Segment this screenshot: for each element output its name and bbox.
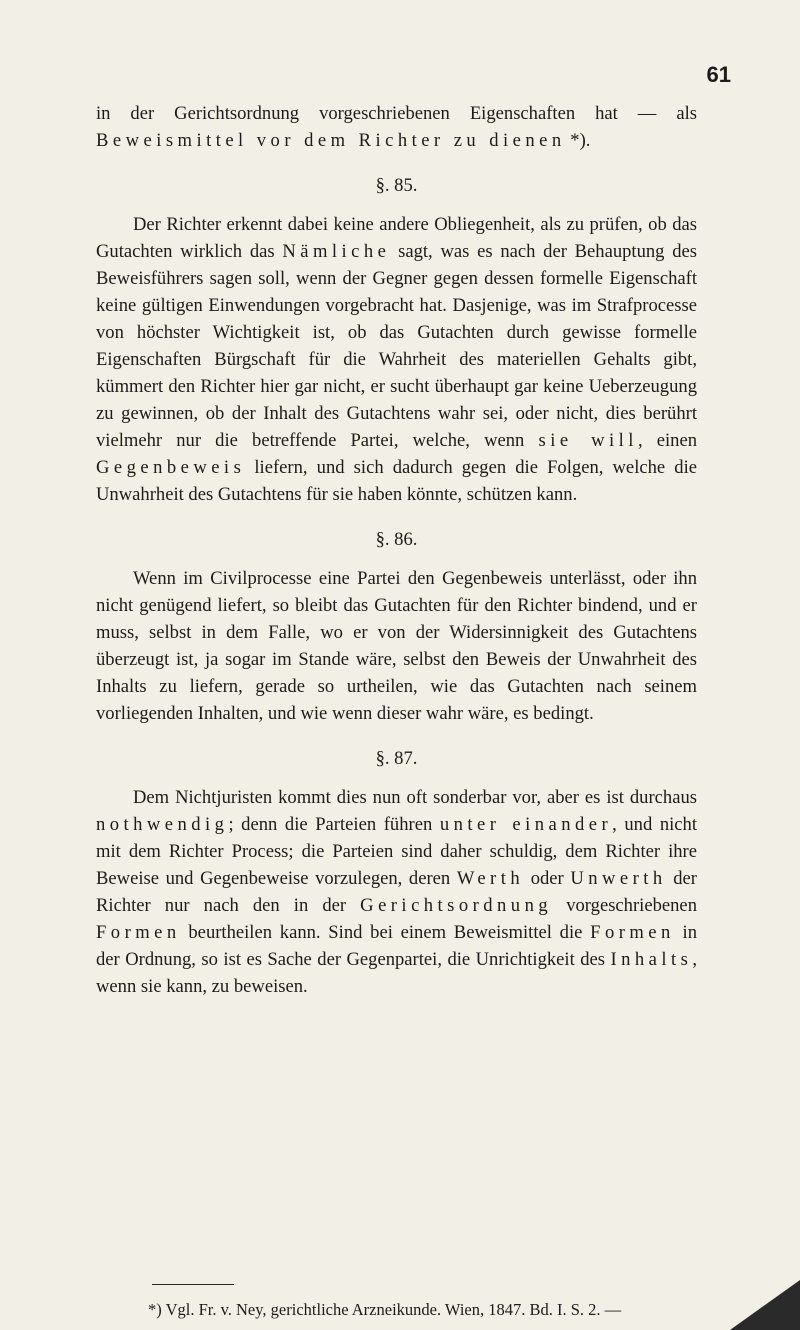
section-heading-87: §. 87.: [375, 748, 418, 769]
paragraph-85: [96, 211, 697, 508]
p87-spaced-3: Werth: [456, 868, 525, 889]
p85-text-1: Der Richter erkennt dabei keine andere Obliegenheit, als zu prüfen, ob das Gutachten wirklich das: [96, 214, 697, 262]
footnote-rule: [152, 1284, 234, 1285]
p87-text-3: , und nicht mit dem Richter Process; die Parteien sind daher schuldig, dem Richter ihre Beweise und Gegenbeweise vorzulegen, deren: [96, 814, 698, 889]
p87-text-5: der Richter nur nach den in der: [96, 868, 697, 916]
page-number: 61: [706, 62, 731, 87]
p85-text-3: , einen: [637, 430, 697, 451]
page-corner-shadow: [730, 1280, 800, 1330]
p85-spaced-1: Nämliche: [282, 241, 391, 262]
p87-spaced-5: Gerichtsordnung: [360, 895, 553, 916]
footnote: *) Vgl. Fr. v. Ney, gerichtliche Arzneikunde. Wien, 1847. Bd. I. S. 2. —: [148, 1300, 622, 1319]
paragraph-86: [96, 565, 697, 727]
p85-spaced-2: sie will: [538, 430, 638, 451]
p87-spaced-7: Formen: [590, 922, 675, 943]
intro-spaced-1: Beweismittel vor dem Richter zu dienen: [96, 130, 566, 151]
p87-spaced-6: Formen: [96, 922, 181, 943]
p87-text-4: oder: [524, 868, 571, 889]
p87-spaced-8: Inhalts: [610, 949, 693, 970]
intro-paragraph: [96, 100, 697, 154]
p87-text-8: in der Ordnung, so ist es Sache der Gegenpartei, die Unrichtigkeit des: [96, 922, 697, 970]
p85-spaced-3: Gegenbeweis: [96, 457, 246, 478]
p86-text-1: Wenn im Civilprocesse eine Partei den Gegenbeweis unterlässt, oder ihn nicht genügend liefert, so bleibt das Gutachten für den Richter bindend, und er muss, selbst in dem Falle, wo er von der Widersinnigkeit des Gutachtens überzeugt ist, ja sogar im Stande wäre, selbst den Beweis der Unwahrheit des Inhalts zu liefern, gerade so urtheilen, wie das Gutachten nach seinem vorliegenden Inhalten, und wie wenn dieser wahr wäre, es bedingt.: [96, 568, 697, 724]
p87-spaced-1: nothwendig: [96, 814, 229, 835]
body-text: [96, 100, 697, 1000]
p85-text-2: sagt, was es nach der Behauptung des Beweisführers sagen soll, wenn der Gegner gegen dessen formelle Eigenschaft keine gültigen Einwendungen vorgebracht hat. Dasjenige, was im Strafprocesse von höchster Wichtigkeit ist, ob das Gutachten durch gewisse formelle Eigenschaften Bürgschaft für die Wahrheit des materiellen Gehalts gibt, kümmert den Richter hier gar nicht, er sucht überhaupt gar keine Ueberzeugung zu gewinnen, ob der Inhalt des Gutachtens wahr sei, oder nicht, dies berührt vielmehr nur die betreffende Partei, welche, wenn: [96, 241, 698, 451]
intro-text-1: in der Gerichtsordnung vorgeschriebenen Eigenschaften hat — als: [96, 103, 697, 124]
section-heading-85: §. 85.: [375, 175, 418, 196]
p87-text-9: , wenn sie kann, zu beweisen.: [96, 949, 697, 997]
p87-spaced-4: Unwerth: [570, 868, 667, 889]
paragraph-87: [96, 784, 697, 1000]
p87-spaced-2: unter einander: [439, 814, 613, 835]
p85-text-4: liefern, und sich dadurch gegen die Folgen, welche die Unwahrheit des Gutachtens für sie haben könnte, schützen kann.: [96, 457, 697, 505]
p87-text-7: beurtheilen kann. Sind bei einem Beweismittel die: [180, 922, 591, 943]
p87-text-2: ; denn die Parteien führen: [228, 814, 440, 835]
intro-text-2: *).: [565, 130, 591, 151]
p87-text-1: Dem Nichtjuristen kommt dies nun oft sonderbar vor, aber es ist durchaus: [133, 787, 697, 808]
section-heading-86: §. 86.: [375, 529, 418, 550]
p87-text-6: vorgeschriebenen: [552, 895, 697, 916]
